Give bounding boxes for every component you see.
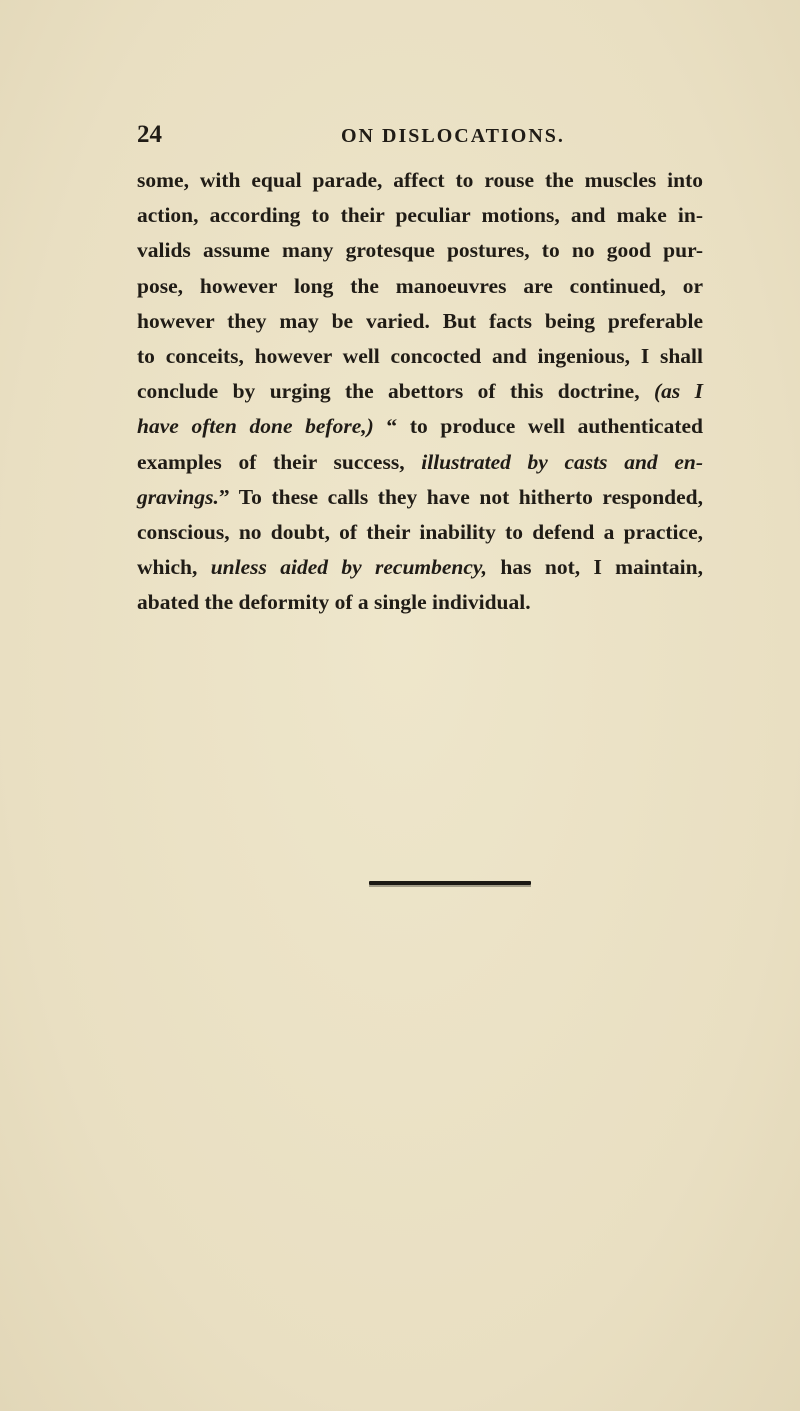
- italic-phrase: illustrated by casts and en-: [421, 449, 703, 474]
- text-line: [137, 480, 703, 515]
- section-divider-rule: [369, 881, 531, 885]
- text-run: “ to produce well authenticated: [373, 414, 703, 439]
- text-run: to conceits, however well concocted and ingenious, I shall: [137, 343, 703, 368]
- text-line: [137, 304, 703, 339]
- text-run: abated the deformity of a single individual.: [137, 590, 531, 615]
- text-run: pose, however long the manoeuvres are continued, or: [137, 273, 703, 298]
- text-run: ” To these calls they have not hitherto responded,: [218, 484, 703, 509]
- text-line: [137, 269, 703, 304]
- body-paragraph: [137, 163, 703, 620]
- italic-phrase: have often done before,): [137, 414, 374, 439]
- text-run: however they may be varied. But facts being preferable: [137, 308, 703, 333]
- text-line: [137, 445, 703, 480]
- text-line: [137, 409, 703, 444]
- running-title: ON DISLOCATIONS.: [341, 125, 565, 147]
- page-header: [137, 120, 697, 150]
- italic-phrase: (as I: [653, 379, 703, 404]
- page-number: 24: [137, 121, 162, 148]
- italic-phrase: unless aided by recumbency,: [210, 555, 488, 580]
- italic-phrase: gravings.: [137, 484, 219, 509]
- text-run: some, with equal parade, affect to rouse the muscles into: [137, 168, 703, 192]
- text-run: action, according to their peculiar motions, and make in-: [137, 203, 703, 228]
- text-line: [137, 374, 703, 409]
- text-line: [137, 585, 703, 620]
- text-run: which,: [137, 555, 211, 580]
- text-run: conscious, no doubt, of their inability to defend a practice,: [137, 519, 703, 544]
- text-run: has not, I maintain,: [487, 555, 703, 580]
- text-line: [137, 163, 703, 198]
- text-run: valids assume many grotesque postures, to no good pur-: [137, 238, 703, 263]
- text-line: [137, 515, 703, 550]
- text-line: [137, 339, 703, 374]
- text-line: [137, 550, 703, 585]
- text-line: [137, 198, 703, 233]
- text-line: [137, 233, 703, 268]
- text-run: examples of their success,: [137, 449, 422, 474]
- text-run: conclude by urging the abettors of this doctrine,: [137, 379, 654, 404]
